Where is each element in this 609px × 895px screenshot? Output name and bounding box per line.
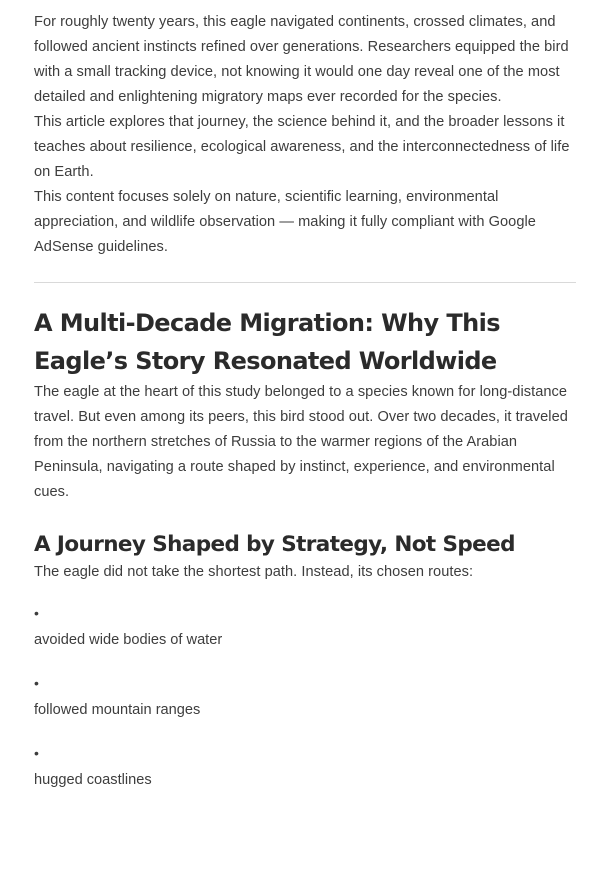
section-heading: A Multi-Decade Migration: Why This Eagle’s Story Resonated Worldwide bbox=[34, 309, 500, 375]
subsection-heading: A Journey Shaped by Strategy, Not Speed bbox=[34, 532, 515, 557]
section-paragraph: The eagle at the heart of this study belonged to a species known for long-distance travel. But even among its peers, this bird stood out. Over two decades, it traveled from the northern stretches of Russia to the warmer regions of the Arabian Peninsula, navigating a route shaped by instinct, experience, and environmental cues. bbox=[34, 384, 568, 500]
list-item bbox=[34, 745, 576, 793]
list-item-text: followed mountain ranges bbox=[34, 702, 201, 718]
intro-paragraph-2: This article explores that journey, the science behind it, and the broader lessons it teaches about resilience, ecological awareness, and the interconnectedness of life on Earth. bbox=[34, 114, 570, 180]
subsection-intro: The eagle did not take the shortest path. Instead, its chosen routes: bbox=[34, 564, 474, 580]
route-list bbox=[34, 605, 576, 793]
list-item bbox=[34, 605, 576, 653]
article-content bbox=[34, 10, 576, 815]
bullet-icon: • bbox=[34, 605, 39, 621]
intro-paragraph-3: This content focuses solely on nature, scientific learning, environmental appreciation, and wildlife observation — making it fully compliant with Google AdSense guidelines. bbox=[34, 189, 536, 255]
bullet-icon: • bbox=[34, 675, 39, 691]
intro-paragraph-1: For roughly twenty years, this eagle navigated continents, crossed climates, and followed ancient instincts refined over generations. Researchers equipped the bird with a small tracking device, not knowing it would one day reveal one of the most detailed and enlightening migratory maps ever recorded for the species. bbox=[34, 14, 569, 105]
bullet-icon: • bbox=[34, 745, 39, 761]
section-divider bbox=[34, 282, 576, 283]
list-item-text: hugged coastlines bbox=[34, 772, 152, 788]
list-item-text: avoided wide bodies of water bbox=[34, 632, 223, 648]
list-item bbox=[34, 675, 576, 723]
